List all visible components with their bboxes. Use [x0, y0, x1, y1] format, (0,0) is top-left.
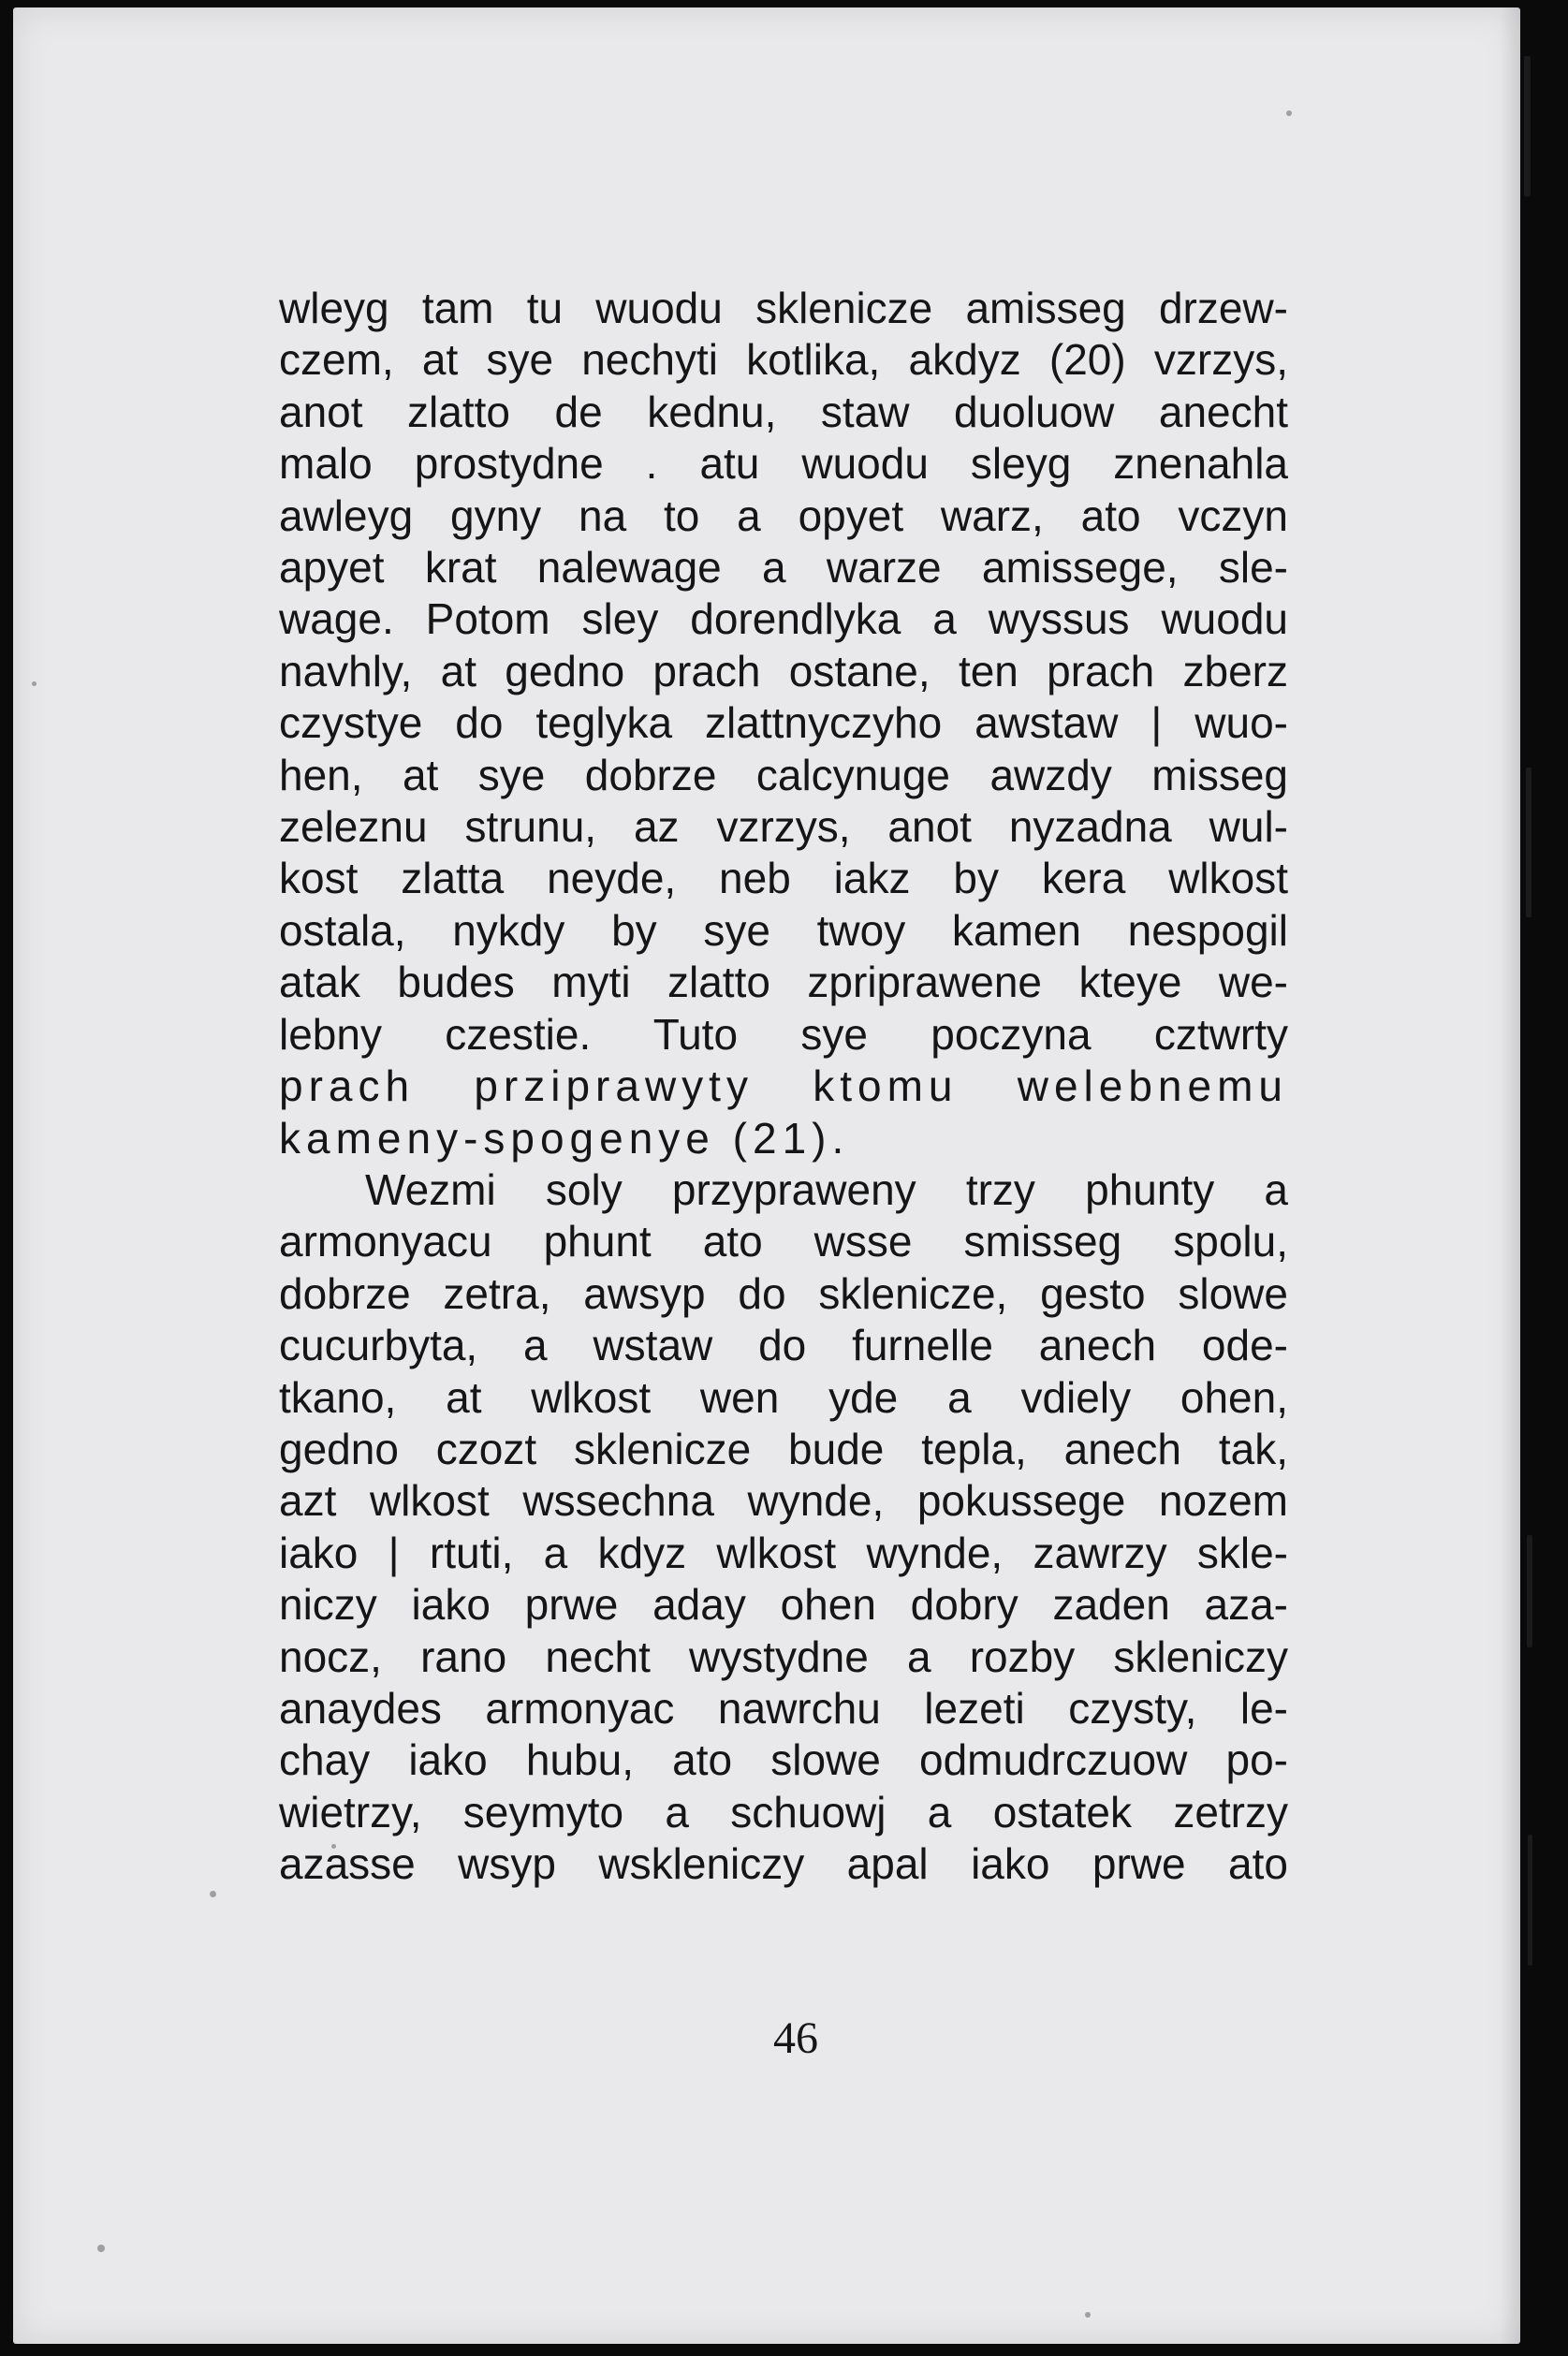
text-line: awleyg gyny na to a opyet warz, ato vczyn [279, 490, 1288, 540]
text-line: azt wlkost wssechna wynde, pokussege nozem [279, 1476, 1288, 1526]
text-line: kost zlatta neyde, neb iakz by kera wlkost [279, 854, 1288, 903]
dust-speck [1286, 110, 1292, 116]
text-line: azasse wsyp wskleniczy apal iako prwe ato [279, 1839, 1288, 1889]
paragraph-2 [279, 1164, 1288, 1891]
text-line: gedno czozt sklenicze bude tepla, anech tak, [279, 1424, 1288, 1473]
binding-mark [1526, 768, 1531, 917]
text-line: navhly, at gedno prach ostane, ten prach zberz [279, 646, 1288, 695]
text-line: zeleznu strunu, az vzrzys, anot nyzadna wul- [279, 802, 1288, 852]
text-line: Wezmi soly przypraweny trzy phunty a [365, 1164, 1288, 1214]
text-line: czystye do teglyka zlattnyczyho awstaw | wuo- [279, 698, 1288, 748]
body-text [279, 283, 1288, 1891]
text-line: kameny-spogenye (21). [279, 1113, 850, 1163]
text-line: wietrzy, seymyto a schuowj a ostatek zetrzy [279, 1787, 1288, 1837]
text-line: iako | rtuti, a kdyz wlkost wynde, zawrzy skle- [279, 1528, 1288, 1577]
text-line: czem, at sye nechyti kotlika, akdyz (20) vzrzys, [279, 335, 1288, 385]
text-line: armonyacu phunt ato wsse smisseg spolu, [279, 1217, 1288, 1266]
text-line: niczy iako prwe aday ohen dobry zaden aza- [279, 1580, 1288, 1630]
paragraph-1 [279, 283, 1288, 1164]
text-line: lebny czestie. Tuto sye poczyna cztwrty [279, 1009, 1288, 1059]
text-line: wleyg tam tu wuodu sklenicze amisseg drzew- [279, 284, 1288, 332]
text-line: tkano, at wlkost wen yde a vdiely ohen, [279, 1372, 1288, 1422]
text-line: atak budes myti zlatto zpriprawene kteye we- [279, 958, 1288, 1007]
text-line: nocz, rano necht wystydne a rozby skleniczy [279, 1632, 1288, 1681]
text-line: apyet krat nalewage a warze amissege, sle- [279, 543, 1288, 593]
text-line: anaydes armonyac nawrchu lezeti czysty, le- [279, 1683, 1288, 1733]
text-line: ostala, nykdy by sye twoy kamen nespogil [279, 905, 1288, 955]
text-line: anot zlatto de kednu, staw duoluow anecht [279, 387, 1288, 436]
text-line: dobrze zetra, awsyp do sklenicze, gesto slowe [279, 1268, 1288, 1318]
text-line: hen, at sye dobrze calcynuge awzdy misseg [279, 750, 1288, 799]
text-line: cucurbyta, a wstaw do furnelle anech ode- [279, 1321, 1288, 1370]
binding-mark [1528, 1835, 1532, 1966]
text-line: malo prostydne . atu wuodu sleyg znenahla [279, 439, 1288, 489]
text-line: wage. Potom sley dorendlyka a wyssus wuodu [279, 594, 1288, 644]
dust-speck [32, 681, 37, 686]
dust-speck [97, 2245, 105, 2252]
binding-mark [1524, 56, 1531, 197]
dust-speck [1085, 2312, 1091, 2318]
binding-mark [1527, 1535, 1532, 1647]
text-line: prach prziprawyty ktomu welebnemu [279, 1061, 1288, 1111]
page-number: 46 [773, 2013, 818, 2063]
text-line: chay iako hubu, ato slowe odmudrczuow po- [279, 1735, 1288, 1785]
dust-speck [210, 1891, 216, 1897]
